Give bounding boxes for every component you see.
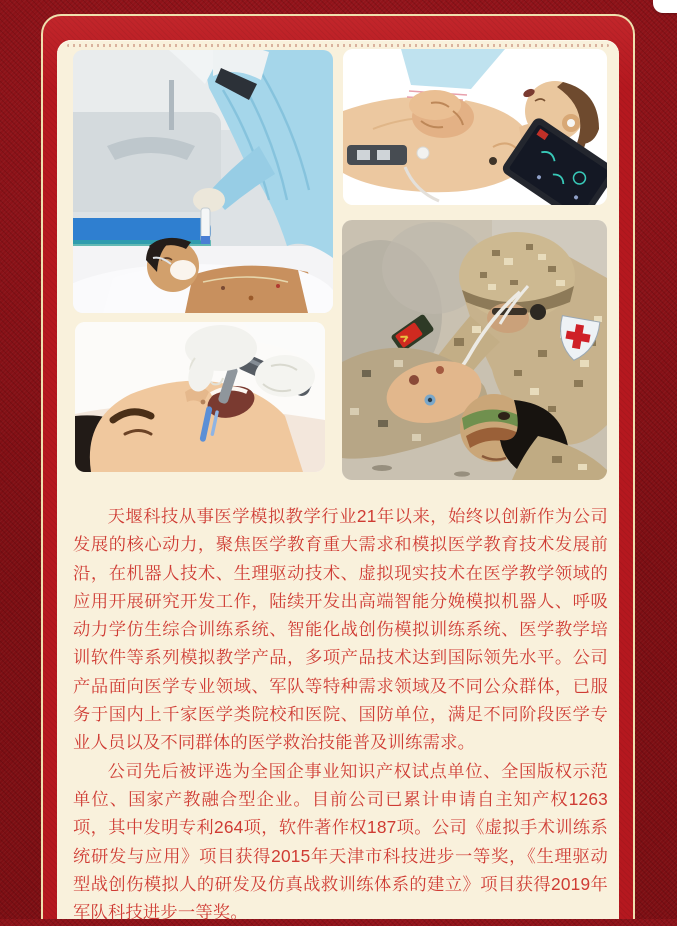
article <box>73 502 608 926</box>
combat-casualty-training-photo <box>342 220 607 480</box>
airway-intubation-manikin-photo <box>75 322 325 472</box>
content-panel <box>57 40 619 923</box>
cpr-manikin-tablet-photo <box>343 49 607 205</box>
cpr-manikin-tablet-illustration <box>343 49 607 205</box>
article-paragraph-1: 天堰科技从事医学模拟教学行业21年以来，始终以创新作为公司发展的核心动力，聚焦医学教育重大需求和模拟医学教育技术发展前沿，在机器人技术、生理驱动技术、虚拟现实技术在医学教学领域的应用开展研究开发工作，陆续开发出高端智能分娩模拟机器人、呼吸动力学仿生综合训练系统、智能化战创伤模拟训练系统、医学教学培训软件等系列模拟教学产品，多项产品技术达到国际领先水平。公司产品面向医学专业领域、军队等特种需求领域及不同公众群体，已服务于国内上千家医学类院校和医院、国防单位，满足不同阶段医学专业人员以及不同群体的医学救治技能普及训练需求。 <box>73 506 608 753</box>
floating-widget-tab[interactable] <box>653 0 677 13</box>
icu-manikin-treatment-illustration <box>73 50 333 313</box>
airway-intubation-illustration <box>75 322 325 472</box>
combat-casualty-training-illustration <box>342 220 607 480</box>
main-red-panel <box>41 14 635 923</box>
photo-collage <box>57 40 619 490</box>
icu-manikin-treatment-photo <box>73 50 333 313</box>
article-paragraph-2: 公司先后被评选为全国企事业知识产权试点单位、全国版权示范单位、国家产教融合型企业。目前公司已累计申请自主知产权1263项，其中发明专利264项，软件著作权187项。公司《虚拟手术训练系统研发与应用》项目获得2015年天津市科技进步一等奖，《生理驱动型战创伤模拟人的研发及仿真战救训练体系的建立》项目获得2019年军队科技进步一等奖。 <box>73 760 608 923</box>
